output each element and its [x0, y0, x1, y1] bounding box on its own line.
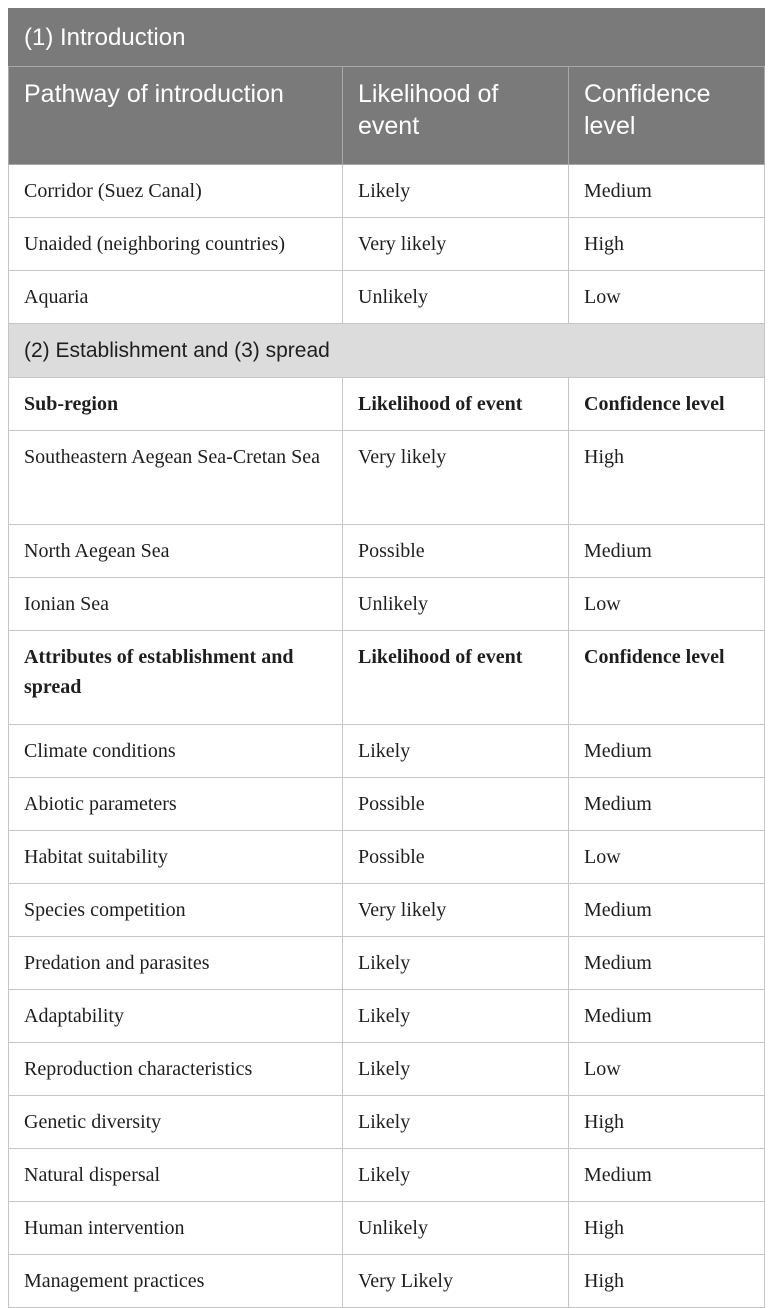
- table-row: [9, 831, 765, 884]
- subregion-name: Southeastern Aegean Sea-Cretan Sea: [9, 431, 343, 525]
- attribute-confidence: Medium: [569, 937, 765, 990]
- attribute-name: Natural dispersal: [9, 1149, 343, 1202]
- table-row: [9, 937, 765, 990]
- pathway-name: Aquaria: [9, 271, 343, 324]
- attribute-confidence: Low: [569, 831, 765, 884]
- table-row: [9, 1149, 765, 1202]
- table-row: [9, 1096, 765, 1149]
- attribute-confidence: High: [569, 1202, 765, 1255]
- attributes-header-row: [9, 631, 765, 725]
- attribute-likelihood: Very Likely: [343, 1255, 569, 1308]
- pathway-likelihood: Unlikely: [343, 271, 569, 324]
- pathway-likelihood: Very likely: [343, 218, 569, 271]
- attribute-likelihood: Unlikely: [343, 1202, 569, 1255]
- attribute-name: Adaptability: [9, 990, 343, 1043]
- pathway-confidence: High: [569, 218, 765, 271]
- attribute-confidence: Medium: [569, 778, 765, 831]
- attribute-confidence: Low: [569, 1043, 765, 1096]
- subregion-likelihood: Very likely: [343, 431, 569, 525]
- attribute-name: Reproduction characteristics: [9, 1043, 343, 1096]
- attributes-header-likelihood: Likelihood of event: [343, 631, 569, 725]
- pathway-name: Corridor (Suez Canal): [9, 165, 343, 218]
- attribute-confidence: High: [569, 1096, 765, 1149]
- table-row: [9, 1255, 765, 1308]
- pathway-name: Unaided (neighboring countries): [9, 218, 343, 271]
- subregion-header-row: [9, 378, 765, 431]
- subregion-header-name: Sub-region: [9, 378, 343, 431]
- section-introduction-row: [9, 9, 765, 67]
- subregion-likelihood: Unlikely: [343, 578, 569, 631]
- table-row: [9, 1202, 765, 1255]
- attribute-confidence: Medium: [569, 725, 765, 778]
- table-row: [9, 525, 765, 578]
- subregion-confidence: Medium: [569, 525, 765, 578]
- table-row: [9, 884, 765, 937]
- attribute-confidence: Medium: [569, 1149, 765, 1202]
- subregion-name: North Aegean Sea: [9, 525, 343, 578]
- attribute-name: Predation and parasites: [9, 937, 343, 990]
- attribute-likelihood: Possible: [343, 778, 569, 831]
- attributes-header-confidence: Confidence level: [569, 631, 765, 725]
- attribute-likelihood: Likely: [343, 725, 569, 778]
- table-row: [9, 990, 765, 1043]
- attribute-name: Abiotic parameters: [9, 778, 343, 831]
- table-row: [9, 1043, 765, 1096]
- header-likelihood: Likelihood of event: [343, 67, 569, 165]
- subregion-confidence: Low: [569, 578, 765, 631]
- attribute-confidence: Medium: [569, 990, 765, 1043]
- subregion-header-confidence: Confidence level: [569, 378, 765, 431]
- table-row: [9, 778, 765, 831]
- attribute-name: Habitat suitability: [9, 831, 343, 884]
- attribute-likelihood: Likely: [343, 1096, 569, 1149]
- section-introduction-title: (1) Introduction: [9, 9, 765, 67]
- table-header-row: [9, 67, 765, 165]
- subregion-header-likelihood: Likelihood of event: [343, 378, 569, 431]
- attribute-likelihood: Very likely: [343, 884, 569, 937]
- table-row: [9, 431, 765, 525]
- table-row: [9, 218, 765, 271]
- attribute-confidence: Medium: [569, 884, 765, 937]
- pathway-confidence: Medium: [569, 165, 765, 218]
- section-establishment-row: [9, 324, 765, 378]
- pathway-confidence: Low: [569, 271, 765, 324]
- attributes-header-name: Attributes of establishment and spread: [9, 631, 343, 725]
- table-row: [9, 271, 765, 324]
- attribute-likelihood: Likely: [343, 1149, 569, 1202]
- risk-assessment-table: [8, 8, 765, 1308]
- pathway-likelihood: Likely: [343, 165, 569, 218]
- attribute-likelihood: Likely: [343, 990, 569, 1043]
- header-pathway: Pathway of introduction: [9, 67, 343, 165]
- attribute-name: Genetic diversity: [9, 1096, 343, 1149]
- attribute-name: Climate conditions: [9, 725, 343, 778]
- subregion-confidence: High: [569, 431, 765, 525]
- table-row: [9, 578, 765, 631]
- subregion-name: Ionian Sea: [9, 578, 343, 631]
- attribute-name: Species competition: [9, 884, 343, 937]
- section-establishment-title: (2) Establishment and (3) spread: [9, 324, 765, 378]
- attribute-likelihood: Likely: [343, 937, 569, 990]
- attribute-name: Management practices: [9, 1255, 343, 1308]
- attribute-likelihood: Likely: [343, 1043, 569, 1096]
- subregion-likelihood: Possible: [343, 525, 569, 578]
- attribute-confidence: High: [569, 1255, 765, 1308]
- attribute-likelihood: Possible: [343, 831, 569, 884]
- attribute-name: Human intervention: [9, 1202, 343, 1255]
- table-row: [9, 725, 765, 778]
- header-confidence: Confidence level: [569, 67, 765, 165]
- table-row: [9, 165, 765, 218]
